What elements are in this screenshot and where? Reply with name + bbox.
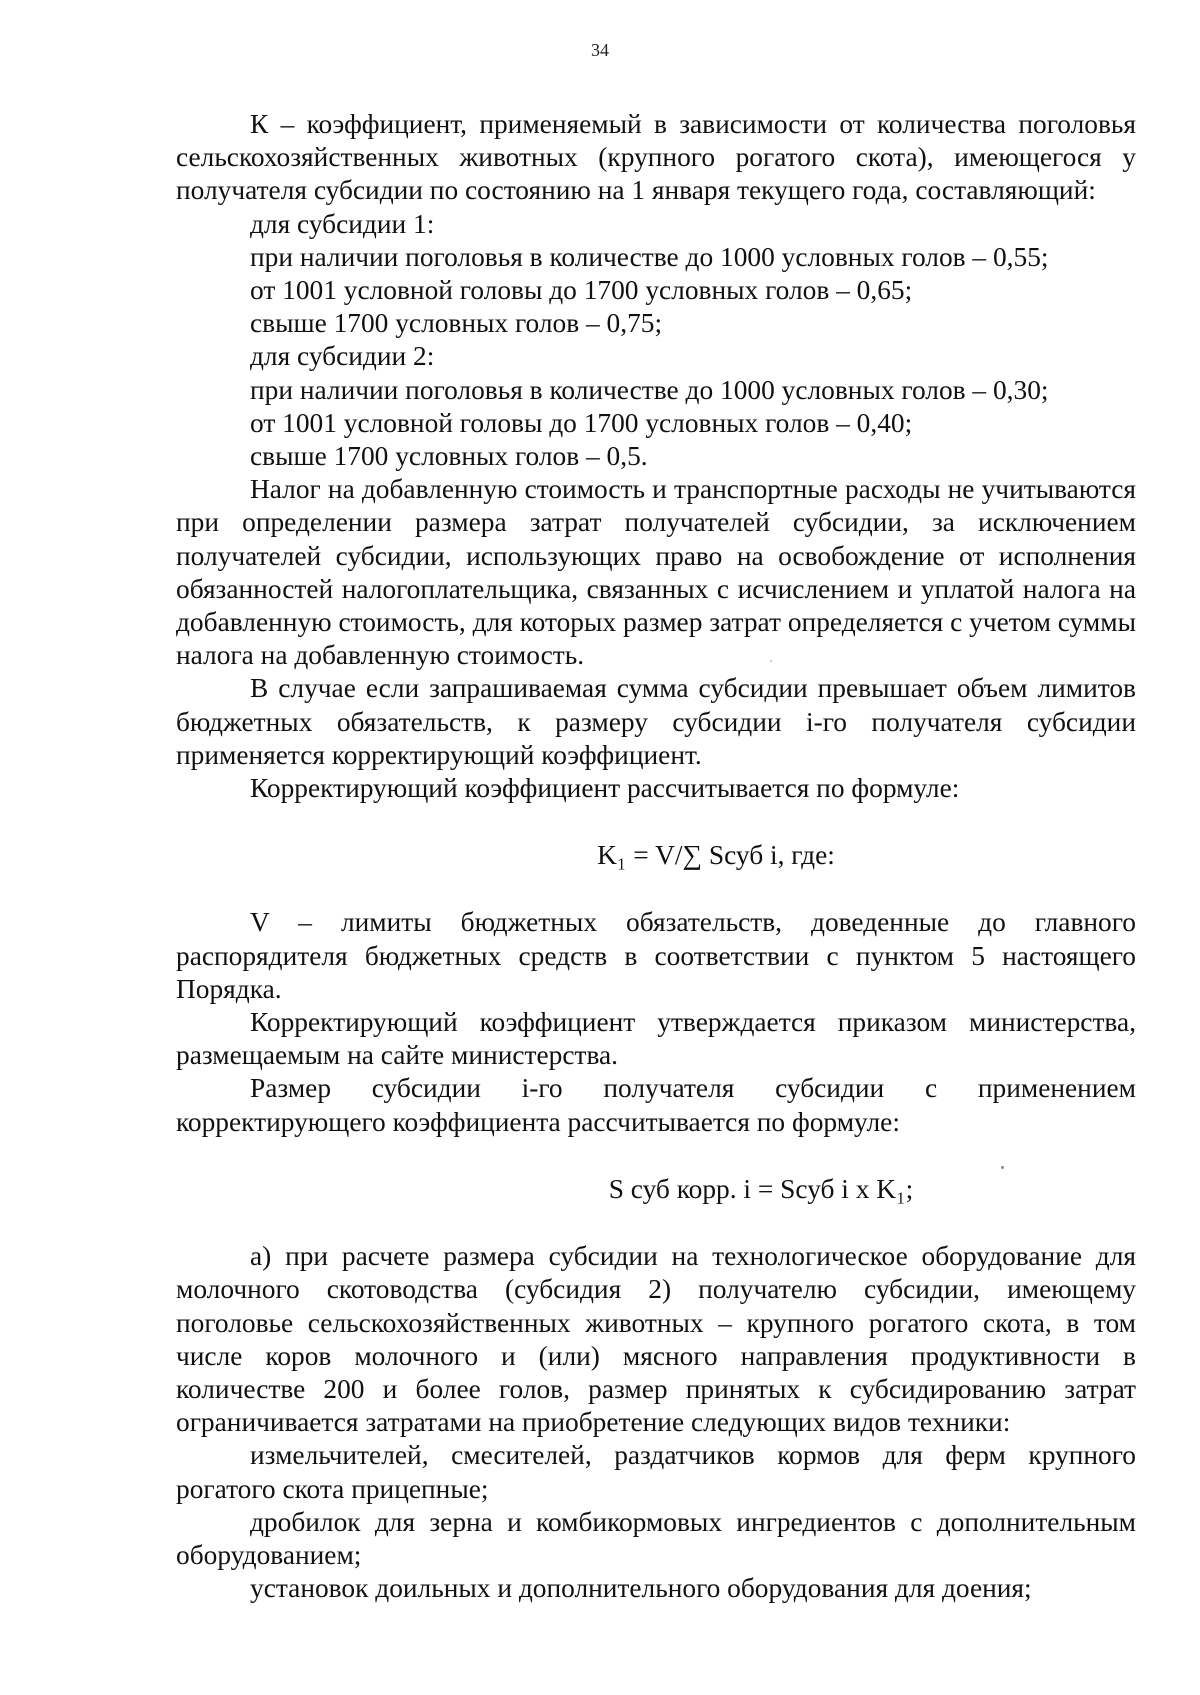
correction-coefficient-formula: K₁ = V/∑ Sсуб i, где: bbox=[597, 840, 835, 871]
vat-paragraph: Налог на добавленную стоимость и транспортные расходы не учитываются при определении размера затрат получателей субсидии, за исключением получателей субсидии, использующих право на освобождение от исполнения обязанностей налогоплательщика, связанных с исчислением и уплатой налога на добавленную стоимость, для которых размер затрат определяется с учетом суммы налога на добавленную стоимость. bbox=[176, 474, 1136, 671]
subsidy-2-heading: для субсидии 2: bbox=[250, 341, 435, 372]
subsidy-1-rate-3: свыше 1700 условных голов – 0,75; bbox=[250, 308, 663, 339]
subsidy-1-heading: для субсидии 1: bbox=[250, 208, 435, 239]
item-a-paragraph: а) при расчете размера субсидии на технологическое оборудование для молочного скотоводства (субсидия 2) получателю субсидии, имеющему поголовье сельскохозяйственных животных – крупного рогатого скота, в том числе коров молочного и (или) мясного направления продуктивности в количестве 200 и более голов, размер принятых к субсидированию затрат ограничивается затратами на приобретение следующих видов техники: bbox=[176, 1241, 1136, 1438]
approval-paragraph: Корректирующий коэффициент утверждается приказом министерства, размещаемым на сайте министерства. bbox=[176, 1007, 1136, 1071]
corrected-subsidy-formula: S суб корр. i = Sсуб i x K₁; bbox=[608, 1173, 914, 1204]
subsidy-2-rate-2: от 1001 условной головы до 1700 условных голов – 0,40; bbox=[250, 407, 913, 438]
subsidy-2-rate-1: при наличии поголовья в количестве до 1000 условных голов – 0,30; bbox=[250, 374, 1049, 405]
scan-speck bbox=[1001, 1166, 1004, 1169]
k-coefficient-definition: К – коэффициент, применяемый в зависимости от количества поголовья сельскохозяйственных животных (крупного рогатого скота), имеющегося у получателя субсидии по состоянию на 1 января текущего года, составляющий: bbox=[176, 109, 1136, 206]
limit-paragraph: В случае если запрашиваемая сумма субсидии превышает объем лимитов бюджетных обязательств, к размеру субсидии i-го получателя субсидии применяется корректирующий коэффициент. bbox=[176, 673, 1136, 770]
subsidy-1-rate-2: от 1001 условной головы до 1700 условных голов – 0,65; bbox=[250, 275, 913, 306]
equipment-item-1: измельчителей, смесителей, раздатчиков кормов для ферм крупного рогатого скота прицепные; bbox=[176, 1440, 1136, 1504]
equipment-item-3: установок доильных и дополнительного оборудования для доения; bbox=[250, 1573, 1032, 1604]
subsidy-2-rate-3: свыше 1700 условных голов – 0,5. bbox=[250, 441, 648, 472]
v-definition: V – лимиты бюджетных обязательств, доведенные до главного распорядителя бюджетных средств в соответствии с пунктом 5 настоящего Порядка. bbox=[176, 907, 1136, 1004]
correction-formula-intro: Корректирующий коэффициент рассчитывается по формуле: bbox=[250, 773, 960, 804]
page-number: 34 bbox=[591, 40, 609, 60]
document-body bbox=[176, 108, 1136, 1605]
subsidy-1-rate-1: при наличии поголовья в количестве до 1000 условных голов – 0,55; bbox=[250, 241, 1049, 272]
scan-speck bbox=[770, 660, 772, 662]
subsidy-size-intro: Размер субсидии i-го получателя субсидии с применением корректирующего коэффициента рассчитывается по формуле: bbox=[176, 1073, 1136, 1137]
equipment-item-2: дробилок для зерна и комбикормовых ингредиентов с дополнительным оборудованием; bbox=[176, 1506, 1136, 1570]
